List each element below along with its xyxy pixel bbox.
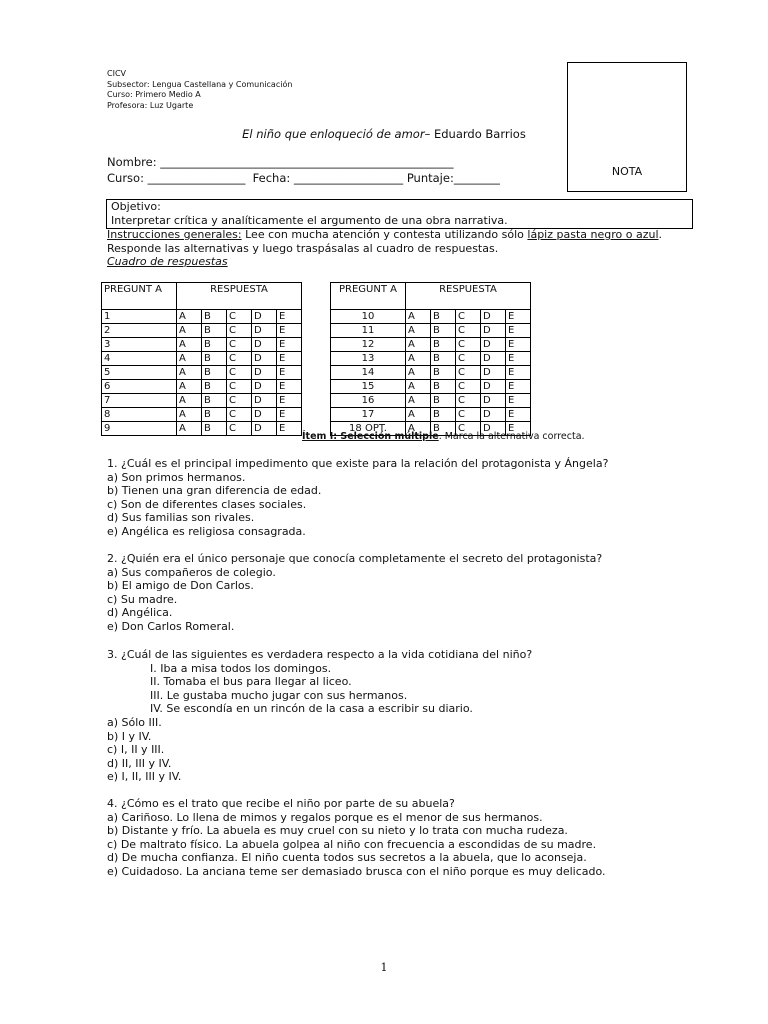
table-row: [102, 408, 302, 422]
answer-option: d) Angélica.: [107, 606, 173, 620]
option-cell[interactable]: D: [252, 380, 277, 394]
page-title: [0, 127, 768, 141]
option-cell[interactable]: B: [431, 394, 456, 408]
question-number-cell: 11: [331, 324, 406, 338]
option-cell[interactable]: D: [252, 422, 277, 436]
option-cell[interactable]: C: [456, 394, 481, 408]
question-number-cell: 3: [102, 338, 177, 352]
table-row: [102, 366, 302, 380]
option-cell[interactable]: E: [277, 352, 302, 366]
work-title: El niño que enloqueció de amor: [242, 127, 425, 141]
option-cell[interactable]: E: [277, 338, 302, 352]
option-cell[interactable]: D: [252, 310, 277, 324]
answer-option: a) Son primos hermanos.: [107, 470, 246, 484]
answer-column-header: RESPUESTA: [177, 283, 302, 310]
option-cell[interactable]: D: [252, 408, 277, 422]
question-number-cell: 17: [331, 408, 406, 422]
subsector-line: Subsector: Lengua Castellana y Comunicación: [107, 79, 293, 89]
option-cell[interactable]: E: [277, 408, 302, 422]
option-cell[interactable]: D: [481, 408, 506, 422]
item-heading: [302, 431, 585, 442]
option-cell[interactable]: E: [506, 338, 531, 352]
author-name: – Eduardo Barrios: [424, 127, 526, 141]
option-cell[interactable]: A: [406, 394, 431, 408]
option-cell[interactable]: A: [406, 422, 431, 436]
option-cell[interactable]: E: [506, 324, 531, 338]
option-cell[interactable]: A: [406, 352, 431, 366]
question-number-cell: 18 OPT.: [331, 422, 406, 436]
question-number-cell: 2: [102, 324, 177, 338]
option-cell[interactable]: B: [431, 352, 456, 366]
answer-column-header: RESPUESTA: [406, 283, 531, 310]
option-cell[interactable]: C: [227, 394, 252, 408]
table-header-row: [331, 283, 531, 310]
question-column-header: PREGUNT A: [331, 283, 406, 310]
item-heading-label: Ítem I: Selección múltiple: [302, 431, 439, 442]
option-cell[interactable]: C: [227, 366, 252, 380]
option-cell[interactable]: A: [177, 338, 202, 352]
option-cell[interactable]: B: [202, 338, 227, 352]
option-cell[interactable]: E: [506, 380, 531, 394]
curso-info: Curso: Primero Medio A: [107, 90, 201, 99]
option-cell[interactable]: C: [456, 310, 481, 324]
option-cell[interactable]: D: [252, 394, 277, 408]
option-cell[interactable]: A: [177, 310, 202, 324]
option-cell[interactable]: B: [431, 338, 456, 352]
option-cell[interactable]: B: [431, 380, 456, 394]
option-cell[interactable]: B: [202, 352, 227, 366]
option-cell[interactable]: C: [227, 324, 252, 338]
option-cell[interactable]: E: [277, 380, 302, 394]
option-cell[interactable]: A: [406, 310, 431, 324]
option-cell[interactable]: C: [456, 352, 481, 366]
question-number-cell: 5: [102, 366, 177, 380]
option-cell[interactable]: A: [177, 422, 202, 436]
instructions-label: Instrucciones generales:: [107, 228, 242, 241]
option-cell[interactable]: A: [177, 380, 202, 394]
option-cell[interactable]: D: [481, 422, 506, 436]
question-number-cell: 7: [102, 394, 177, 408]
option-cell[interactable]: E: [506, 352, 531, 366]
answer-option: e) Angélica es religiosa consagrada.: [107, 524, 306, 538]
answer-table-title: Cuadro de respuestas: [107, 255, 228, 268]
option-cell[interactable]: E: [277, 324, 302, 338]
option-cell[interactable]: E: [506, 394, 531, 408]
option-cell[interactable]: C: [227, 380, 252, 394]
statement: III. Le gustaba mucho jugar con sus hermanos.: [150, 688, 408, 702]
option-cell[interactable]: B: [431, 310, 456, 324]
question-stem: 2. ¿Quién era el único personaje que conocía completamente el secreto del protagonista?: [107, 552, 603, 565]
table-header-row: [102, 283, 302, 310]
question-number-cell: 4: [102, 352, 177, 366]
option-cell[interactable]: A: [406, 380, 431, 394]
answer-option: c) I, II y III.: [107, 743, 165, 757]
question-stem: 1. ¿Cuál es el principal impedimento que existe para la relación del protagonista y Ángela?: [107, 457, 609, 470]
nombre-field: Nombre: ___________________________________________________: [107, 155, 454, 169]
instructions-text: Lee con mucha atención y contesta utilizando sólo: [241, 228, 528, 241]
statement: IV. Se escondía en un rincón de la casa a escribir su diario.: [150, 702, 473, 716]
table-row: [331, 352, 531, 366]
question-number-cell: 15: [331, 380, 406, 394]
table-row: [102, 324, 302, 338]
answer-option: d) II, III y IV.: [107, 756, 172, 770]
option-cell[interactable]: D: [481, 394, 506, 408]
option-cell[interactable]: C: [456, 338, 481, 352]
table-row: [102, 422, 302, 436]
option-cell[interactable]: E: [277, 422, 302, 436]
statement: II. Tomaba el bus para llegar al liceo.: [150, 675, 352, 689]
table-row: [102, 310, 302, 324]
option-cell[interactable]: B: [202, 366, 227, 380]
instructions-line: [107, 228, 662, 242]
option-cell[interactable]: A: [177, 394, 202, 408]
option-cell[interactable]: B: [202, 408, 227, 422]
option-cell[interactable]: A: [406, 324, 431, 338]
answer-option: c) De maltrato físico. La abuela golpea al niño con frecuencia a escondidas de su madre.: [107, 837, 597, 851]
page-number: 1: [380, 961, 388, 974]
option-cell[interactable]: A: [406, 366, 431, 380]
option-cell[interactable]: C: [456, 324, 481, 338]
option-cell[interactable]: D: [481, 380, 506, 394]
profesora-line: Profesora: Luz Ugarte: [107, 100, 194, 110]
answer-option: a) Sus compañeros de colegio.: [107, 565, 276, 579]
option-cell[interactable]: C: [456, 422, 481, 436]
answer-option: d) Sus familias son rivales.: [107, 511, 255, 525]
option-cell[interactable]: C: [456, 380, 481, 394]
answer-option: b) I y IV.: [107, 729, 152, 743]
option-cell[interactable]: E: [506, 422, 531, 436]
table-row: [331, 380, 531, 394]
question-number-cell: 6: [102, 380, 177, 394]
option-cell[interactable]: E: [277, 394, 302, 408]
table-row: [331, 310, 531, 324]
option-cell[interactable]: D: [252, 366, 277, 380]
option-cell[interactable]: C: [227, 422, 252, 436]
question-number-cell: 10: [331, 310, 406, 324]
objective-label: Objetivo:: [111, 200, 161, 213]
answer-option: c) Su madre.: [107, 592, 178, 606]
table-row: [102, 352, 302, 366]
option-cell[interactable]: E: [506, 366, 531, 380]
option-cell[interactable]: C: [456, 366, 481, 380]
option-cell[interactable]: D: [252, 338, 277, 352]
option-cell[interactable]: E: [506, 310, 531, 324]
option-cell[interactable]: C: [456, 408, 481, 422]
answer-option: a) Sólo III.: [107, 715, 162, 729]
table-row: [102, 338, 302, 352]
question-number-cell: 9: [102, 422, 177, 436]
option-cell[interactable]: C: [227, 338, 252, 352]
option-cell[interactable]: A: [177, 408, 202, 422]
question-2: [107, 552, 602, 634]
option-cell[interactable]: B: [431, 324, 456, 338]
answer-table-right: [330, 282, 531, 436]
question-stem: 3. ¿Cuál de las siguientes es verdadera respecto a la vida cotidiana del niño?: [107, 648, 533, 661]
table-row: [102, 394, 302, 408]
answer-option: b) Tienen una gran diferencia de edad.: [107, 484, 322, 498]
objective-box: [106, 199, 693, 229]
statement: I. Iba a misa todos los domingos.: [150, 661, 332, 675]
answer-option: b) El amigo de Don Carlos.: [107, 579, 254, 593]
option-cell[interactable]: C: [227, 310, 252, 324]
question-stem: 4. ¿Cómo es el trato que recibe el niño por parte de su abuela?: [107, 797, 455, 810]
option-cell[interactable]: B: [202, 422, 227, 436]
pen-requirement: lápiz pasta negro o azul: [527, 228, 659, 241]
option-cell[interactable]: B: [431, 366, 456, 380]
table-row: [331, 366, 531, 380]
answer-option: d) De mucha confianza. El niño cuenta todos sus secretos a la abuela, que lo aconseja.: [107, 851, 587, 865]
option-cell[interactable]: D: [252, 352, 277, 366]
grade-label: NOTA: [611, 165, 643, 178]
table-row: [331, 324, 531, 338]
objective-text: Interpretar crítica y analíticamente el argumento de una obra narrativa.: [111, 214, 508, 227]
question-number-cell: 16: [331, 394, 406, 408]
answer-option: a) Cariñoso. Lo llena de mimos y regalos porque es el menor de sus hermanos.: [107, 810, 543, 824]
question-number-cell: 12: [331, 338, 406, 352]
table-row: [102, 380, 302, 394]
table-row: [331, 338, 531, 352]
option-cell[interactable]: D: [252, 324, 277, 338]
option-cell[interactable]: B: [431, 408, 456, 422]
answer-option: c) Son de diferentes clases sociales.: [107, 497, 307, 511]
option-cell[interactable]: B: [202, 310, 227, 324]
option-cell[interactable]: D: [481, 366, 506, 380]
question-3: [107, 648, 532, 784]
option-cell[interactable]: A: [177, 366, 202, 380]
option-cell[interactable]: B: [202, 394, 227, 408]
option-cell[interactable]: E: [277, 366, 302, 380]
answer-option: b) Distante y frío. La abuela es muy cruel con su nieto y lo trata con mucha rudeza.: [107, 824, 568, 838]
option-cell[interactable]: A: [177, 352, 202, 366]
answer-option: e) I, II, III y IV.: [107, 770, 182, 784]
option-cell[interactable]: D: [481, 324, 506, 338]
answer-option: e) Cuidadoso. La anciana teme ser demasiado brusca con el niño porque es muy delicado.: [107, 864, 606, 878]
document-header: [107, 69, 292, 111]
option-cell[interactable]: D: [481, 310, 506, 324]
table-row: [331, 408, 531, 422]
question-number-cell: 8: [102, 408, 177, 422]
instructions-line-2: Responde las alternativas y luego traspásalas al cuadro de respuestas.: [107, 242, 499, 255]
item-heading-instruction: . Marca la alternativa correcta.: [438, 431, 585, 442]
option-cell[interactable]: D: [481, 338, 506, 352]
question-4: [107, 797, 606, 879]
option-cell[interactable]: E: [506, 408, 531, 422]
question-1: [107, 457, 608, 539]
answer-option: e) Don Carlos Romeral.: [107, 619, 235, 633]
option-cell[interactable]: A: [406, 338, 431, 352]
option-cell[interactable]: E: [277, 310, 302, 324]
table-row: [331, 394, 531, 408]
question-number-cell: 1: [102, 310, 177, 324]
option-cell[interactable]: C: [227, 352, 252, 366]
instructions-end: .: [658, 228, 662, 241]
question-number-cell: 13: [331, 352, 406, 366]
option-cell[interactable]: D: [481, 352, 506, 366]
curso-fecha-puntaje-field: Curso: _________________ Fecha: ___________________ Puntaje:________: [107, 171, 500, 185]
question-column-header: PREGUNT A: [102, 283, 177, 310]
option-cell[interactable]: B: [202, 380, 227, 394]
option-cell[interactable]: A: [406, 408, 431, 422]
answer-table-left: [101, 282, 302, 436]
option-cell[interactable]: B: [202, 324, 227, 338]
option-cell[interactable]: C: [227, 408, 252, 422]
school-name: CICV: [107, 69, 127, 78]
option-cell[interactable]: A: [177, 324, 202, 338]
option-cell[interactable]: B: [431, 422, 456, 436]
question-number-cell: 14: [331, 366, 406, 380]
